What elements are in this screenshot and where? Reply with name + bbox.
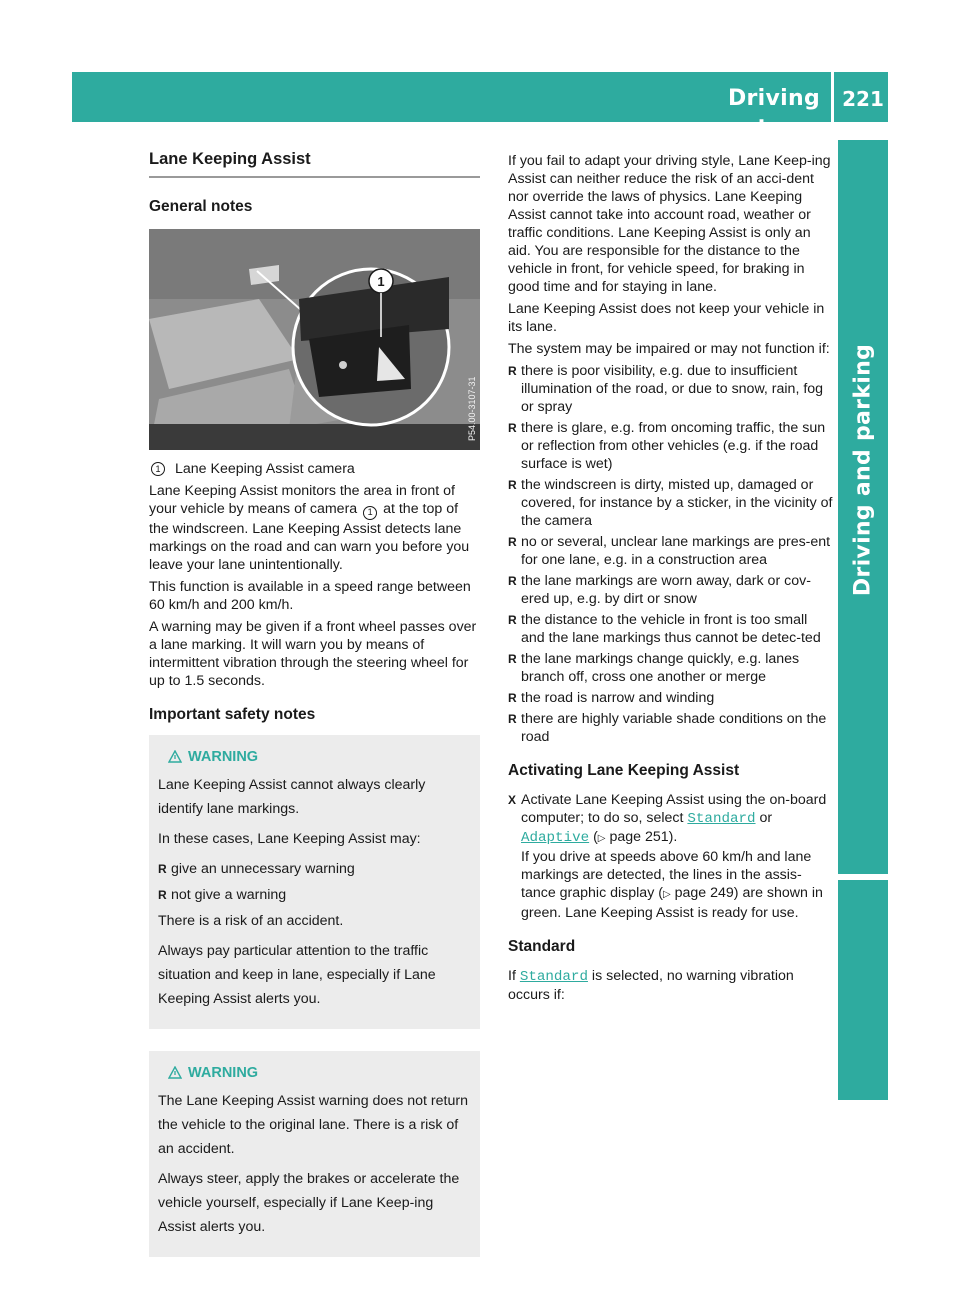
page-ref-251[interactable]: page 251). bbox=[609, 829, 678, 845]
list-item: R the distance to the vehicle in front is too small and the lane markings thus cannot be detec-ted bbox=[508, 611, 834, 647]
list-item: R there is poor visibility, e.g. due to insufficient illumination of the road, or due to snow, rain, fog or spray bbox=[508, 362, 834, 416]
right-paragraph-2: Lane Keeping Assist does not keep your vehicle in its lane. bbox=[508, 301, 825, 335]
warning2-p2: Always steer, apply the brakes or accelerate the vehicle yourself, especially if Lane Keep-ing Assist alerts you. bbox=[158, 1170, 460, 1235]
camera-photo bbox=[149, 229, 480, 450]
adaptive-option-link[interactable]: Adaptive bbox=[521, 830, 590, 846]
warning-box-1 bbox=[149, 735, 480, 1029]
general-paragraph-1: Lane Keeping Assist monitors the area in front of your vehicle by means of camera 1 at the top of the windscreen. Lane Keeping Assist detects lane markings on the road and can warn you before you leave your lane unintentionally. bbox=[149, 483, 470, 573]
list-item: R no or several, unclear lane markings are pres-ent for one lane, e.g. in a construction area bbox=[508, 533, 834, 569]
warning2-p1: The Lane Keeping Assist warning does not return the vehicle to the original lane. There is a risk of an accident. bbox=[158, 1092, 468, 1157]
figure-caption bbox=[149, 460, 480, 478]
list-item: R not give a warning bbox=[158, 883, 472, 907]
general-paragraph-2: This function is available in a speed range between 60 km/h and 200 km/h. bbox=[149, 578, 471, 613]
left-column bbox=[149, 148, 480, 1257]
list-item: R there is glare, e.g. from oncoming traffic, the sun or reflection from other vehicles (e.g. if the road surface is wet) bbox=[508, 419, 834, 473]
page-reference-icon: ▷ bbox=[662, 889, 671, 900]
standard-option-link[interactable]: Standard bbox=[687, 811, 756, 827]
side-tab-label: Driving and parking bbox=[850, 343, 876, 597]
header-title: Driving systems bbox=[715, 86, 820, 141]
conditions-list bbox=[508, 362, 834, 746]
page-reference-icon: ▷ bbox=[597, 833, 606, 844]
list-item: R the road is narrow and winding bbox=[508, 689, 834, 707]
list-item: R there are highly variable shade conditions on the road bbox=[508, 710, 834, 746]
activating-heading: Activating Lane Keeping Assist bbox=[508, 762, 740, 779]
warning1-p1: Lane Keeping Assist cannot always clearly identify lane markings. bbox=[158, 776, 426, 817]
warning-label: WARNING bbox=[188, 1064, 259, 1081]
callout-1-inline: 1 bbox=[363, 506, 377, 520]
right-column bbox=[508, 152, 834, 1008]
warning-label: WARNING bbox=[188, 748, 259, 765]
photo-code: P54.00-3107-31 bbox=[467, 376, 477, 441]
activation-step: X Activate Lane Keeping Assist using the on-board computer; to do so, select Standard or Adaptive (▷ page 251). If you drive at speeds above 60 km/h and lane markings are detected, the lines in the assis-tance graphic display (▷ page 249) are shown in green. Lane Keeping Assist is ready for use. bbox=[508, 791, 834, 922]
page-ref-249[interactable]: page 249) are shown in green. Lane Keeping Assist is ready for use. bbox=[521, 885, 823, 921]
warning1-p3: There is a risk of an accident. bbox=[158, 912, 344, 929]
standard-paragraph: If Standard is selected, no warning vibration occurs if: bbox=[508, 968, 794, 1003]
warning-box-2 bbox=[149, 1051, 480, 1257]
standard-heading: Standard bbox=[508, 938, 576, 955]
list-item: R the windscreen is dirty, misted up, damaged or covered, for instance by a sticker, in the vicinity of the camera bbox=[508, 476, 834, 530]
warning-triangle-icon bbox=[168, 1066, 182, 1079]
right-paragraph-1: If you fail to adapt your driving style, Lane Keep-ing Assist can neither reduce the risk of an acci-dent nor override the laws of physics. Lane Keeping Assist cannot take into account road, weather or traffic conditions. Lane Keeping Assist is only an aid. You are responsible for the distance to the vehicle in front, for vehicle speed, for braking in good time and for staying in lane. bbox=[508, 153, 831, 295]
header-separator bbox=[831, 72, 834, 122]
standard-option-link[interactable]: Standard bbox=[519, 969, 588, 985]
warning-triangle-icon bbox=[168, 750, 182, 763]
general-paragraph-3: A warning may be given if a front wheel passes over a lane marking. It will warn you by means of intermittent vibration through the steering wheel for up to 1.5 seconds. bbox=[149, 618, 477, 689]
warning1-p4: Always pay particular attention to the traffic situation and keep in lane, especially if Lane Keeping Assist alerts you. bbox=[158, 942, 436, 1007]
page-number: 221 bbox=[842, 87, 884, 111]
list-item: R give an unnecessary warning bbox=[158, 857, 472, 881]
caption-text: Lane Keeping Assist camera bbox=[175, 461, 355, 477]
side-tab-divider bbox=[838, 874, 888, 880]
safety-heading: Important safety notes bbox=[149, 705, 316, 723]
warning1-p2: In these cases, Lane Keeping Assist may: bbox=[158, 830, 421, 847]
callout-number: 1 bbox=[377, 274, 385, 289]
right-paragraph-3: The system may be impaired or may not function if: bbox=[508, 341, 830, 357]
list-item: R the lane markings change quickly, e.g. lanes branch off, cross one another or merge bbox=[508, 650, 834, 686]
side-tab bbox=[838, 140, 888, 1100]
list-item: R the lane markings are worn away, dark or cov-ered up, e.g. by dirt or snow bbox=[508, 572, 834, 608]
section-title: Lane Keeping Assist bbox=[149, 148, 480, 178]
callout-1-marker: 1 bbox=[151, 462, 165, 476]
general-notes-heading: General notes bbox=[149, 198, 253, 215]
